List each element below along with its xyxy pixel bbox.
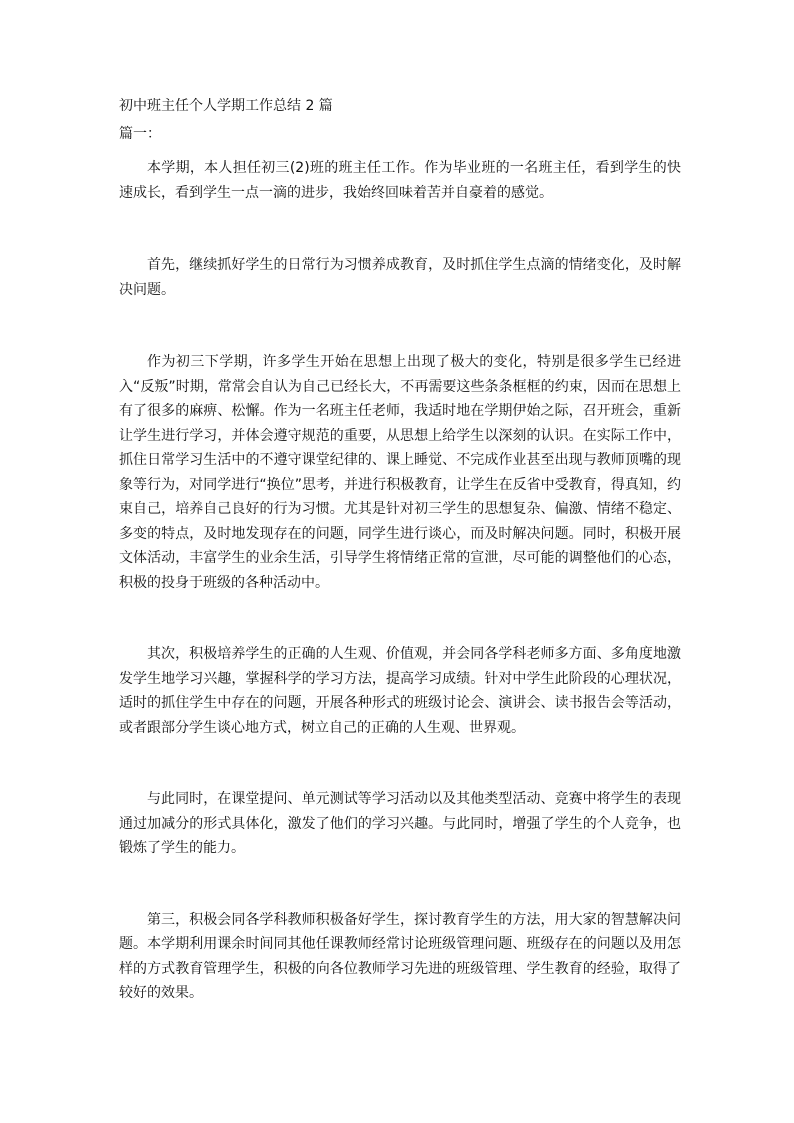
- section-label: 篇一：: [119, 126, 161, 142]
- paragraph-4: 其次，积极培养学生的正确的人生观、价值观，并会同各学科老师多方面、多角度地激发学生地学习兴趣，掌握科学的学习方法，提高学习成绩。针对中学生此阶段的心理状况，适时的抓住学生中存在的问题，开展各种形式的班级讨论会、演讲会、读书报告会等活动，或者跟部分学生谈心地方式，树立自己的正确的人生观、世界观。: [119, 646, 681, 736]
- paragraph-3: 作为初三下学期，许多学生开始在思想上出现了极大的变化，特别是很多学生已经进入“反叛”时期，常常会自认为自己已经长大，不再需要这些条条框框的约束，因而在思想上有了很多的麻痹、松懈。作为一名班主任老师，我适时地在学期伊始之际，召开班会，重新让学生进行学习，并体会遵守规范的重要，从思想上给学生以深刻的认识。在实际工作中，抓住日常学习生活中的不遵守课堂纪律的、课上睡觉、不完成作业甚至出现与教师顶嘴的现象等行为，对同学进行“换位”思考，并进行积极教育，让学生在反省中受教育，得真知，约束自己，培养自己良好的行为习惯。尤其是针对初三学生的思想复杂、偏激、情绪不稳定、多变的特点，及时地发现存在的问题，同学生进行谈心，而及时解决问题。同时，积极开展文体活动，丰富学生的业余生活，引导学生将情绪正常的宣泄，尽可能的调整他们的心态，积极的投身于班级的各种活动中。: [119, 354, 681, 591]
- paragraph-6: 第三，积极会同各学科教师积极备好学生，探讨教育学生的方法，用大家的智慧解决问题。本学期利用课余时间同其他任课教师经常讨论班级管理问题、班级存在的问题以及用怎样的方式教育管理学生，积极的向各位教师学习先进的班级管理、学生教育的经验，取得了较好的效果。: [119, 911, 681, 1001]
- document-title: 初中班主任个人学期工作总结 2 篇: [119, 98, 333, 114]
- document-body: [119, 94, 681, 1006]
- paragraph-5: 与此同时，在课堂提问、单元测试等学习活动以及其他类型活动、竞赛中将学生的表现通过加减分的形式具体化，激发了他们的学习兴趣。与此同时，增强了学生的个人竞争，也锻炼了学生的能力。: [119, 791, 681, 856]
- paragraph-1: 本学期，本人担任初三(2)班的班主任工作。作为毕业班的一名班主任，看到学生的快速成长，看到学生一点一滴的进步，我始终回味着苦并自豪着的感觉。: [119, 160, 681, 201]
- paragraph-2: 首先，继续抓好学生的日常行为习惯养成教育，及时抓住学生点滴的情绪变化，及时解决问题。: [119, 257, 681, 298]
